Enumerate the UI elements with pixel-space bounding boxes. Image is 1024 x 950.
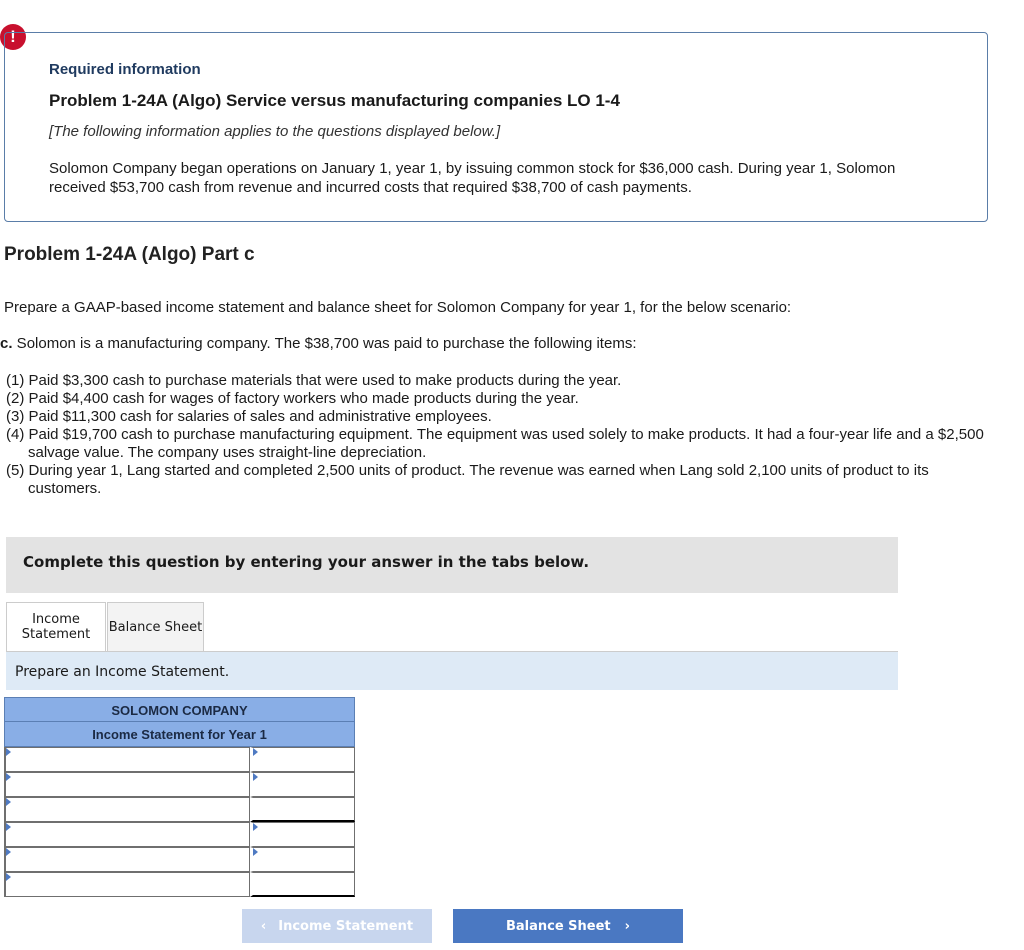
scenario-letter: c. <box>0 335 13 352</box>
amount-cell <box>250 747 355 772</box>
next-tab-label: Balance Sheet <box>505 918 611 934</box>
required-information-box <box>4 32 988 222</box>
required-information-label: Required information <box>49 61 201 78</box>
statement-title-header: Income Statement for Year 1 <box>4 722 355 747</box>
payment-items-list <box>6 372 996 498</box>
tab-income-statement[interactable] <box>6 602 106 652</box>
tab-prompt-text: Prepare an Income Statement. <box>15 664 230 680</box>
table-row <box>4 872 355 897</box>
label-input[interactable] <box>6 773 249 796</box>
amount-cell <box>250 772 355 797</box>
prepare-instruction: Prepare a GAAP-based income statement and balance sheet for Solomon Company for year 1, for the below scenario: <box>4 299 792 316</box>
amount-input[interactable] <box>253 848 354 871</box>
previous-tab-label: Income Statement <box>278 918 414 934</box>
label-input[interactable] <box>6 873 249 896</box>
label-input[interactable] <box>6 848 249 871</box>
table-row <box>4 747 355 772</box>
instructions-banner <box>6 537 898 593</box>
list-item: (5) During year 1, Lang started and completed 2,500 units of product. The revenue was earned when Lang sold 2,100 units of product to its customers. <box>6 462 929 497</box>
label-cell <box>4 797 250 822</box>
amount-input[interactable] <box>253 823 354 846</box>
label-input[interactable] <box>6 748 249 771</box>
amount-input[interactable] <box>253 748 354 771</box>
part-title: Problem 1-24A (Algo) Part c <box>4 244 255 265</box>
tab-income-statement-line1: Income <box>32 612 80 627</box>
amount-cell <box>250 847 355 872</box>
label-cell <box>4 822 250 847</box>
company-name-header: SOLOMON COMPANY <box>4 697 355 722</box>
problem-title: Problem 1-24A (Algo) Service versus manufacturing companies LO 1-4 <box>49 91 620 110</box>
table-row <box>4 847 355 872</box>
label-cell <box>4 772 250 797</box>
label-input[interactable] <box>6 823 249 846</box>
alert-icon: ! <box>0 24 26 50</box>
tab-prompt-bar <box>6 652 898 690</box>
tab-balance-sheet-label: Balance Sheet <box>108 619 203 635</box>
list-item: (3) Paid $11,300 cash for salaries of sales and administrative employees. <box>6 408 492 425</box>
amount-cell <box>250 797 355 822</box>
scenario-description: Solomon is a manufacturing company. The $38,700 was paid to purchase the following items: <box>12 335 637 352</box>
label-cell <box>4 747 250 772</box>
amount-input[interactable] <box>253 873 354 895</box>
table-row <box>4 772 355 797</box>
amount-cell <box>250 822 355 847</box>
chevron-right-icon: › <box>624 918 631 934</box>
instructions-text: Complete this question by entering your answer in the tabs below. <box>23 553 590 571</box>
scenario-text <box>0 335 636 352</box>
table-row <box>4 822 355 847</box>
tab-income-statement-line2: Statement <box>21 627 91 642</box>
label-input[interactable] <box>6 798 249 821</box>
amount-input[interactable] <box>253 798 354 820</box>
income-statement-table <box>4 697 355 897</box>
amount-input[interactable] <box>253 773 354 796</box>
table-row <box>4 797 355 822</box>
list-item: (4) Paid $19,700 cash to purchase manufacturing equipment. The equipment was used solely to make products. It had a four-year life and a $2,500 salvage value. The company uses straight-line depreciation. <box>6 426 984 461</box>
problem-description: Solomon Company began operations on January 1, year 1, by issuing common stock for $36,000 cash. During year 1, Solomon received $53,700 cash from revenue and incurred costs that required $38,700 of cash payments. <box>49 160 896 196</box>
label-cell <box>4 847 250 872</box>
list-item: (2) Paid $4,400 cash for wages of factory workers who made products during the year. <box>6 390 579 407</box>
info-note: [The following information applies to the questions displayed below.] <box>49 123 501 140</box>
tab-balance-sheet[interactable] <box>107 602 204 652</box>
label-cell <box>4 872 250 897</box>
next-tab-button[interactable] <box>453 909 683 943</box>
chevron-left-icon: ‹ <box>260 918 267 934</box>
amount-cell <box>250 872 355 897</box>
list-item: (1) Paid $3,300 cash to purchase materials that were used to make products during the year. <box>6 372 622 389</box>
previous-tab-button <box>242 909 432 943</box>
